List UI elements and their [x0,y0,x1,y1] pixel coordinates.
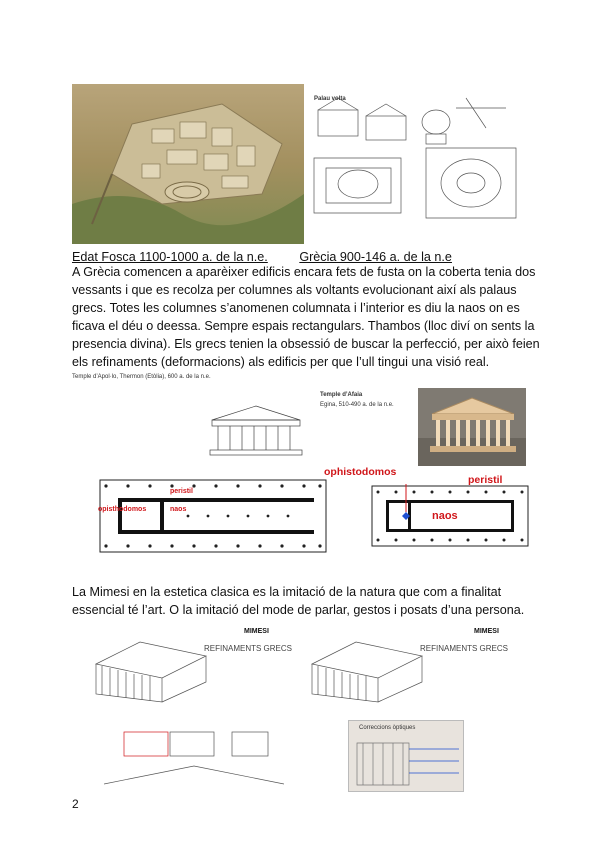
temple-apollo-caption: Temple d’Apol·lo, Thermon (Etòlia), 600 a. de la n.e. [72,374,211,380]
correccions-panel [348,720,464,792]
naos-label-large: naos [432,510,458,522]
temple-afaia-subtitle: Egina, 510-490 a. de la n.e. [320,402,394,408]
mimesi-title-right: MIMESI [474,628,499,635]
paragraph-1-line: vessants i que es recolza per columnes als voltants evolucionant així als palaus [72,283,517,297]
refinaments-figure-left [84,626,294,792]
paragraph-2-line: La Mimesi en la estetica clasica es la imitació de la natura que com a finalitat [72,585,502,599]
correccions-title: Correccions òptiques [359,725,416,731]
heading-greece: Grècia 900-146 a. de la n.e [299,250,452,264]
opisthodomos-label: opisthodomos [98,506,147,513]
heading-dark-age: Edat Fosca 1100-1000 a. de la n.e. [72,250,268,264]
paragraph-2-line: essencial té l’art. O la imitació del mode de parlar, gestos i posats d’una persona. [72,603,525,617]
temple-plans-figure [72,372,532,558]
page-number: 2 [72,797,79,811]
ophistodomos-label: ophistodomos [324,466,397,478]
paragraph-1-line: grecs. Totes les columnes s’anomenen columnata i l’interior es diu la naos on es [72,301,520,315]
peristil-label-2: peristil [468,474,503,486]
megaron-plans-drawing [306,88,524,243]
paragraph-2 [72,583,542,619]
paragraph-1-line: presencia divina). Els grecs tenien la obsessió de buscar la perfecció, per això feien [72,337,540,351]
palau-label: Palau volta [314,96,346,102]
refinaments-figure-right [300,626,514,792]
mimesi-title-left: MIMESI [244,628,269,635]
temple-afaia-title: Temple d’Afaia [320,392,363,398]
naos-label-small: naos [170,506,187,513]
section-heading [72,250,532,264]
paragraph-1-line: els refinaments (deformacions) als edificis per que l’ull tingui una visió real. [72,355,490,369]
refinaments-title-right: REFINAMENTS GRECS [420,644,509,653]
paragraph-1-line: ficava el déu o deessa. Sempre espais rectangulars. Thambos (lloc diví on sents la [72,319,535,333]
mycenae-aerial-image [72,84,304,244]
paragraph-1-line: A Grècia comencen a aparèixer edificis encara fets de fusta on la coberta tenia dos [72,265,536,279]
refinaments-title-left: REFINAMENTS GRECS [204,644,293,653]
paragraph-1 [72,263,542,371]
peristil-label-1: peristil [170,488,193,495]
